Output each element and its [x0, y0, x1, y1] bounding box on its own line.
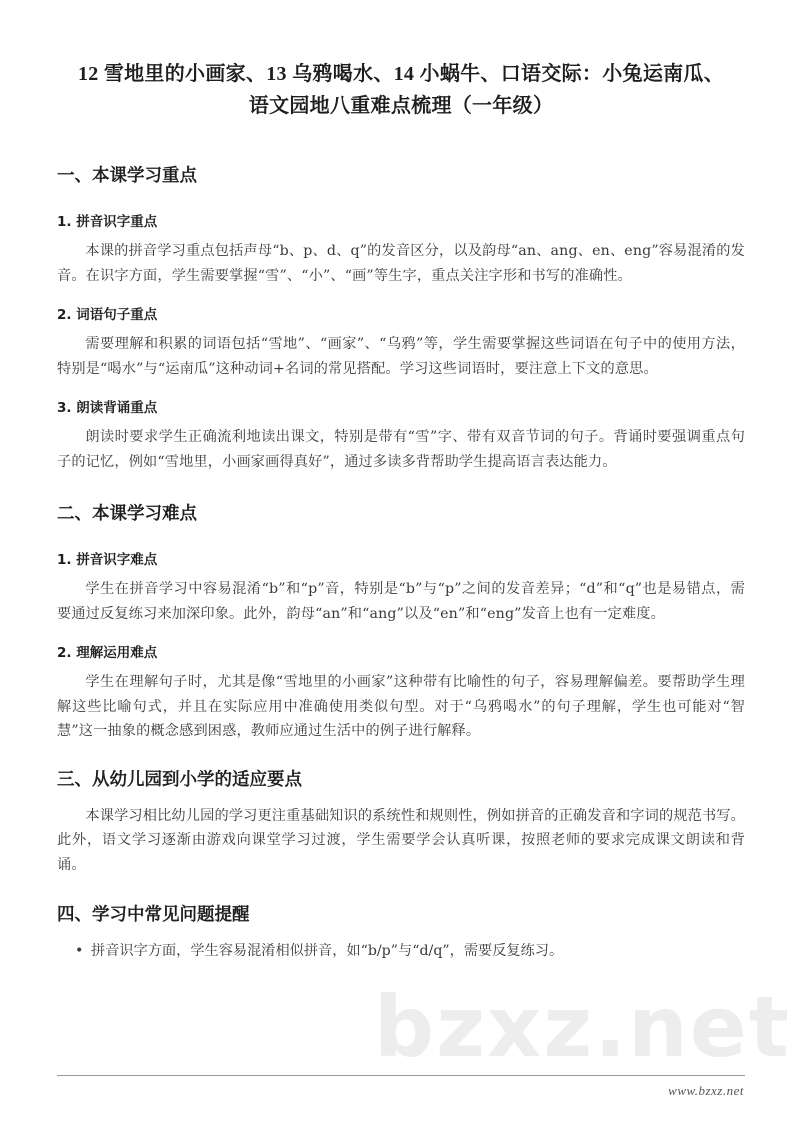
watermark: bzxz.net: [374, 978, 791, 1076]
section-heading: 一、本课学习重点: [57, 166, 197, 186]
paragraph: 朗读时要求学生正确流利地读出课文，特别是带有“雪”字、带有双音节词的句子。背诵时要强调重点句子的记忆，例如“雪地里，小画家画得真好”，通过多读多背帮助学生提高语言表达能力。: [57, 429, 745, 470]
subsection-heading: 1. 拼音识字难点: [57, 552, 158, 568]
paragraph: 需要理解和积累的词语包括“雪地”、“画家”、“乌鸦”等，学生需要掌握这些词语在句子中的使用方法，特别是“喝水”与“运南瓜”这种动词+名词的常见搭配。学习这些词语时，要注意上下文的意思。: [57, 336, 745, 377]
section-adaptation: [57, 768, 745, 878]
document-page: [57, 58, 745, 963]
subsection-heading: 3. 朗读背诵重点: [57, 400, 158, 416]
document-title: [57, 58, 745, 122]
footer-url: www.bzxz.net: [668, 1083, 744, 1098]
section-heading: 二、本课学习难点: [57, 504, 197, 524]
footer-divider: [57, 1075, 745, 1076]
subsection-heading: 1. 拼音识字重点: [57, 214, 158, 230]
subsection-heading: 2. 词语句子重点: [57, 307, 158, 323]
paragraph: 学生在理解句子时，尤其是像“雪地里的小画家”这种带有比喻性的句子，容易理解偏差。要帮助学生理解这些比喻句式，并且在实际应用中准确使用类似句型。对于“乌鸦喝水”的句子理解，学生也可能对“智慧”这一抽象的概念感到困惑，教师应通过生活中的例子进行解释。: [57, 674, 745, 739]
paragraph: 本课的拼音学习重点包括声母“b、p、d、q”的发音区分，以及韵母“an、ang、en、eng”容易混淆的发音。在识字方面，学生需要掌握“雪”、“小”、“画”等生字，重点关注字形和书写的准确性。: [57, 243, 745, 284]
title-line-2: 语文园地八重难点梳理（一年级）: [248, 95, 554, 117]
subsection-heading: 2. 理解运用难点: [57, 645, 158, 661]
title-line-1: 12 雪地里的小画家、13 乌鸦喝水、14 小蜗牛、口语交际：小兔运南瓜、: [77, 63, 725, 85]
bullet-icon: •: [75, 943, 84, 959]
section-difficulties: [57, 502, 745, 744]
paragraph: 学生在拼音学习中容易混淆“b”和“p”音，特别是“b”与“p”之间的发音差异；“d”和“q”也是易错点，需要通过反复练习来加深印象。此外，韵母“an”和“ang”以及“en”和“eng”发音上也有一定难度。: [57, 581, 745, 622]
bullet-text: 拼音识字方面，学生容易混淆相似拼音，如“b/p”与“d/q”，需要反复练习。: [91, 943, 564, 959]
section-heading: 四、学习中常见问题提醒: [57, 905, 250, 925]
bullet-list-item: [57, 939, 745, 963]
paragraph: 本课学习相比幼儿园的学习更注重基础知识的系统性和规则性，例如拼音的正确发音和字词的规范书写。此外，语文学习逐渐由游戏向课堂学习过渡，学生需要学会认真听课，按照老师的要求完成课文朗读和背诵。: [57, 807, 745, 873]
section-heading: 三、从幼儿园到小学的适应要点: [57, 769, 302, 790]
section-key-points: [57, 164, 745, 474]
section-common-issues: [57, 903, 745, 963]
